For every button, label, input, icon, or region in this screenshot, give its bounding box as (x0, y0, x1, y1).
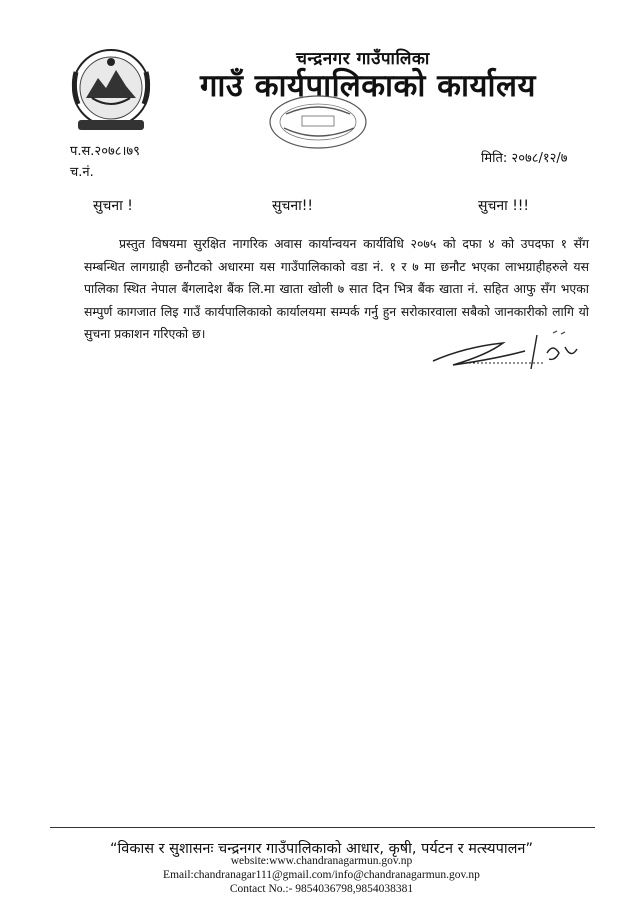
footer-motto: “विकास र सुशासनः चन्द्रनगर गाउँपालिकाको आधार, कृषी, पर्यटन र मत्स्यपालन” (110, 841, 533, 857)
dispatch-number: च.नं. (70, 165, 94, 180)
footer-divider (50, 827, 595, 828)
letter-date: मिति: २०७८/१२/७ (481, 151, 568, 166)
footer-contact-number: Contact No.:- 9854036798,9854038381 (229, 883, 414, 895)
signature (425, 325, 595, 375)
reference-number: प.स.२०७८।७९ (70, 144, 140, 159)
notice-heading-3: सुचना !!! (478, 198, 530, 214)
office-title: गाउँ कार्यपालिकाको कार्यालय (199, 68, 537, 104)
office-stamp (262, 92, 374, 154)
footer-website: website:www.chandranagarmun.gov.np (230, 855, 413, 867)
footer-email: Email:chandranagar111@gmail.com/info@chandranagarmun.gov.np (163, 869, 480, 881)
notice-body: प्रस्तुत विषयमा सुरक्षित नागरिक अवास कार्यान्वयन कार्यविधि २०७५ को दफा ४ को उपदफा १ सँग सम्बन्धित लागग्राही छनौटको अधारमा यस गाउँपालिकाको वडा नं. १ र ७ मा छनौट भएका लाभग्राहीहरुले यस पालिका स्थित नेपाल बैंगलादेश बैंक लि.मा खाता खोली ७ सात दिन भित्र बैंक खाता नं. सहित आफु सँग भएका सम्पुर्ण कागजात लिइ गाउँ कार्यपालिकाको कार्यालयमा सम्पर्क गर्नु हुन सरोकारवाला सबैको जानकारीको लागि यो सुचना प्रकाशन गरिएको छ। (84, 236, 589, 341)
office-subtitle: चन्द्रनगर गाउँपालिका (296, 49, 430, 69)
notice-heading-1: सुचना ! (93, 198, 133, 214)
notice-heading-2: सुचना!! (272, 198, 313, 214)
nepal-government-emblem (62, 42, 160, 138)
